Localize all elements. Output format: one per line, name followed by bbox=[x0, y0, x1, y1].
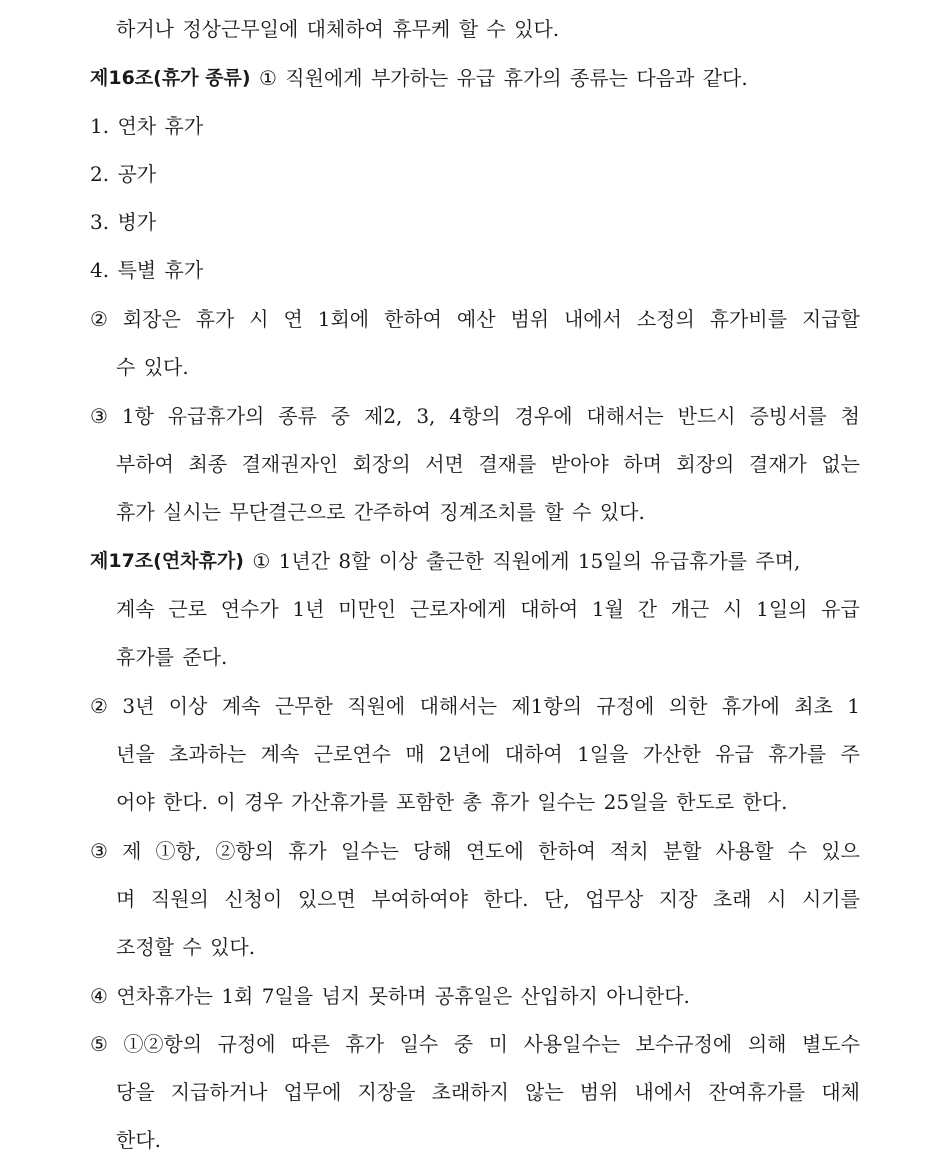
word: 한다. bbox=[742, 790, 788, 814]
word: 1항 bbox=[121, 404, 154, 428]
word: ② bbox=[90, 694, 108, 718]
word: 휴가 bbox=[195, 307, 235, 331]
word: 휴가 bbox=[345, 1032, 385, 1056]
text-line-9 bbox=[90, 399, 860, 433]
text-line-7 bbox=[90, 302, 860, 336]
word: 범위 bbox=[579, 1080, 619, 1104]
word: 한하여 bbox=[384, 307, 442, 331]
word: 일수는 bbox=[537, 790, 596, 814]
word: 대체 bbox=[821, 1080, 860, 1104]
text-line-2 bbox=[90, 61, 860, 95]
text-line-19 bbox=[116, 882, 860, 916]
word: 경우에 bbox=[514, 404, 573, 428]
text-line-10 bbox=[116, 447, 860, 481]
word: 8할 bbox=[338, 549, 371, 573]
word: 종류는 bbox=[570, 66, 628, 90]
word: 조정할 bbox=[116, 935, 174, 959]
text-line-18 bbox=[90, 834, 860, 868]
word: 주 bbox=[840, 742, 860, 766]
word: 회장은 bbox=[122, 307, 181, 331]
word: 미만인 bbox=[338, 597, 397, 621]
word: 수 bbox=[182, 935, 202, 959]
word: 휴가 bbox=[288, 839, 327, 863]
word: 3년 bbox=[122, 694, 155, 718]
word: 받아야 bbox=[550, 452, 609, 476]
word: 한다. bbox=[483, 887, 529, 911]
word: 대해서는 bbox=[586, 404, 664, 428]
word: 대해서는 bbox=[419, 694, 497, 718]
word: 서면 bbox=[425, 452, 464, 476]
word: 부하여 bbox=[116, 452, 174, 476]
word: 지장을 bbox=[357, 1080, 416, 1104]
text-line-17 bbox=[116, 785, 860, 819]
word: 한도로 bbox=[676, 790, 735, 814]
word: 지급하거나 bbox=[170, 1080, 268, 1104]
word: 연차 bbox=[117, 114, 157, 138]
text-line-24 bbox=[116, 1123, 860, 1157]
word: 1회에 bbox=[317, 307, 370, 331]
word: 일수는 bbox=[340, 839, 399, 863]
word: 경우 bbox=[244, 790, 283, 814]
word: 수 bbox=[486, 17, 506, 41]
text-line-13 bbox=[116, 592, 860, 626]
word: 개근 bbox=[670, 597, 710, 621]
text-line-16 bbox=[116, 737, 860, 771]
word: 신청이 bbox=[224, 887, 283, 911]
word: 소정의 bbox=[636, 307, 695, 331]
word: ① bbox=[252, 549, 271, 573]
word: 한하여 bbox=[537, 839, 596, 863]
word: 휴가를 bbox=[116, 645, 174, 669]
word: 년을 bbox=[116, 742, 155, 766]
word: 수 bbox=[787, 839, 808, 863]
word: 있다. bbox=[599, 500, 645, 524]
word: 적치 bbox=[610, 839, 649, 863]
word: 초과하는 bbox=[169, 742, 247, 766]
word: 근무한 bbox=[274, 694, 333, 718]
word: 같다. bbox=[702, 66, 748, 90]
article-heading: 제17조(연차휴가) bbox=[90, 550, 244, 572]
text-line-14 bbox=[116, 640, 860, 674]
word: 유급휴가를 bbox=[650, 549, 748, 573]
word: 출근한 bbox=[425, 549, 484, 573]
word: 초래 bbox=[712, 887, 752, 911]
word: 한다. bbox=[116, 1128, 161, 1152]
word: 1년간 bbox=[278, 549, 331, 573]
word: ⑤ bbox=[90, 1032, 108, 1056]
word: 회장의 bbox=[676, 452, 735, 476]
word: 있다. bbox=[210, 935, 256, 959]
word: 계속 bbox=[116, 597, 155, 621]
word: 할 bbox=[458, 17, 479, 41]
word: 병가 bbox=[117, 210, 157, 234]
word: ① bbox=[258, 66, 277, 90]
word: 계속 bbox=[221, 694, 261, 718]
word: 징계조치를 bbox=[439, 500, 536, 524]
word: 넘지 bbox=[321, 984, 361, 1008]
word: 지급할 bbox=[801, 307, 860, 331]
word: 당을 bbox=[116, 1080, 155, 1104]
word: 산입하지 bbox=[520, 984, 598, 1008]
word: 있다. bbox=[514, 17, 560, 41]
word: 1년 bbox=[292, 597, 325, 621]
word: 대하여 bbox=[504, 742, 563, 766]
text-line-1 bbox=[116, 12, 860, 46]
word: 부여하여야 bbox=[371, 887, 468, 911]
word: 25일을 bbox=[603, 790, 668, 814]
word: 2. bbox=[90, 162, 110, 186]
word: 의한 bbox=[668, 694, 708, 718]
word: 이상 bbox=[168, 694, 208, 718]
word: 업무상 bbox=[585, 887, 644, 911]
word: 없는 bbox=[821, 452, 860, 476]
text-line-3 bbox=[90, 109, 860, 143]
word: 휴무케 bbox=[392, 17, 451, 41]
text-line-8 bbox=[116, 350, 860, 384]
word: 주며, bbox=[755, 549, 801, 573]
word: 연 bbox=[283, 307, 303, 331]
word: 3. bbox=[90, 210, 110, 234]
word: ④ bbox=[90, 984, 108, 1008]
word: 휴가 bbox=[116, 500, 155, 524]
word: 3, bbox=[416, 404, 436, 428]
word: 않는 bbox=[525, 1080, 564, 1104]
word: 유급 bbox=[715, 742, 754, 766]
word: 사용할 bbox=[715, 839, 774, 863]
word: 15일의 bbox=[577, 549, 643, 573]
word: 지장 bbox=[658, 887, 698, 911]
word: 휴가를 bbox=[768, 742, 827, 766]
word: 내에서 bbox=[563, 307, 622, 331]
word: 1월 bbox=[591, 597, 624, 621]
word: 계속 bbox=[260, 742, 300, 766]
word: ①②항의 bbox=[123, 1032, 203, 1056]
word: 최초 bbox=[794, 694, 833, 718]
text-line-20 bbox=[116, 930, 860, 964]
word: 보수규정에 bbox=[635, 1032, 733, 1056]
word: 1회 bbox=[221, 984, 254, 1008]
word: 2년에 bbox=[439, 742, 491, 766]
word: 제1항의 bbox=[511, 694, 583, 718]
word: 단, bbox=[544, 887, 570, 911]
text-line-23 bbox=[116, 1075, 860, 1109]
word: 7일을 bbox=[261, 984, 314, 1008]
word: 유급 bbox=[456, 66, 496, 90]
word: 할 bbox=[544, 500, 564, 524]
word: 이상 bbox=[378, 549, 418, 573]
text-line-11 bbox=[116, 495, 860, 529]
word: 이 bbox=[216, 790, 236, 814]
word: 결재권자인 bbox=[241, 452, 339, 476]
word: 연차휴가는 bbox=[116, 984, 213, 1008]
word: 회장의 bbox=[352, 452, 411, 476]
word: 부가하는 bbox=[370, 66, 449, 90]
word: ①항, bbox=[155, 839, 202, 863]
text-line-22 bbox=[90, 1027, 860, 1061]
word: ②항의 bbox=[215, 839, 275, 863]
word: 연도에 bbox=[465, 839, 524, 863]
word: 사용일수는 bbox=[523, 1032, 621, 1056]
word: 근로연수 bbox=[313, 742, 391, 766]
word: 못하며 bbox=[368, 984, 427, 1008]
word: 하며 bbox=[623, 452, 662, 476]
word: 근로자에게 bbox=[409, 597, 507, 621]
word: 휴가의 bbox=[503, 66, 562, 90]
word: 초래하지 bbox=[431, 1080, 509, 1104]
article-heading: 제16조(휴가 종류) bbox=[90, 67, 251, 89]
word: 며 bbox=[116, 887, 136, 911]
word: 한다. bbox=[163, 790, 209, 814]
word: 시기를 bbox=[801, 887, 860, 911]
word: 별도수 bbox=[802, 1032, 860, 1056]
word: 시 bbox=[723, 597, 743, 621]
word: 종류 bbox=[278, 404, 317, 428]
word: 어야 bbox=[116, 790, 155, 814]
word: 있으면 bbox=[297, 887, 356, 911]
word: 1일을 bbox=[577, 742, 629, 766]
word: ② bbox=[90, 307, 108, 331]
word: 휴가 bbox=[164, 258, 204, 282]
word: 시 bbox=[249, 307, 269, 331]
word: 최종 bbox=[188, 452, 228, 476]
word: 결재가 bbox=[748, 452, 807, 476]
word: 휴가 bbox=[490, 790, 529, 814]
word: 휴가비를 bbox=[709, 307, 788, 331]
word: 간 bbox=[637, 597, 657, 621]
word: 총 bbox=[462, 790, 482, 814]
word: 시 bbox=[767, 887, 787, 911]
word: 매 bbox=[405, 742, 425, 766]
word: 수 bbox=[572, 500, 592, 524]
word: 간주하여 bbox=[353, 500, 431, 524]
word: 당해 bbox=[413, 839, 452, 863]
word: 가산휴가를 bbox=[291, 790, 388, 814]
word: 제 bbox=[122, 839, 142, 863]
word: 무단결근으로 bbox=[229, 500, 346, 524]
word: 업무에 bbox=[283, 1080, 342, 1104]
word: 직원의 bbox=[150, 887, 209, 911]
word: 규정에 bbox=[217, 1032, 276, 1056]
word: 규정에 bbox=[596, 694, 655, 718]
word: 분할 bbox=[662, 839, 702, 863]
word: 4항의 bbox=[449, 404, 501, 428]
word: 제2, bbox=[364, 404, 403, 428]
word: 수 bbox=[116, 355, 136, 379]
word: 휴가 bbox=[164, 114, 204, 138]
word: 일수 bbox=[399, 1032, 439, 1056]
text-line-4 bbox=[90, 157, 860, 191]
word: 유급휴가의 bbox=[167, 404, 265, 428]
word: 중 bbox=[453, 1032, 474, 1056]
word: 1일의 bbox=[756, 597, 808, 621]
word: 대체하여 bbox=[306, 17, 384, 41]
word: 아니한다. bbox=[606, 984, 690, 1008]
text-line-5 bbox=[90, 205, 860, 239]
text-line-6 bbox=[90, 253, 860, 287]
word: 하거나 bbox=[116, 17, 174, 41]
word: 공가 bbox=[117, 162, 157, 186]
word: 예산 bbox=[456, 307, 496, 331]
word: 실시는 bbox=[163, 500, 221, 524]
text-line-15 bbox=[90, 689, 860, 723]
word: 있다. bbox=[143, 355, 189, 379]
word: 증빙서를 bbox=[749, 404, 827, 428]
word: 대하여 bbox=[520, 597, 579, 621]
word: 직원에게 bbox=[492, 549, 570, 573]
word: 미 bbox=[488, 1032, 508, 1056]
word: 잔여휴가를 bbox=[708, 1080, 806, 1104]
word: 연수가 bbox=[220, 597, 279, 621]
word: 포함한 bbox=[396, 790, 455, 814]
word: 가산한 bbox=[642, 742, 701, 766]
word: 결재를 bbox=[478, 452, 537, 476]
word: 따른 bbox=[291, 1032, 330, 1056]
word: 4. bbox=[90, 258, 110, 282]
text-line-12 bbox=[90, 544, 860, 578]
word: ③ bbox=[90, 404, 108, 428]
word: 유급 bbox=[821, 597, 860, 621]
word: 중 bbox=[330, 404, 351, 428]
word: 정상근무일에 bbox=[182, 17, 299, 41]
word: 있으 bbox=[821, 839, 860, 863]
word: 의해 bbox=[747, 1032, 787, 1056]
word: 근로 bbox=[168, 597, 207, 621]
word: 직원에게 bbox=[285, 66, 363, 90]
word: 휴가에 bbox=[721, 694, 780, 718]
word: 첨 bbox=[840, 404, 860, 428]
word: 범위 bbox=[510, 307, 550, 331]
word: 직원에 bbox=[347, 694, 406, 718]
word: 다음과 bbox=[636, 66, 695, 90]
word: 1. bbox=[90, 114, 110, 138]
word: 공휴일은 bbox=[434, 984, 513, 1008]
word: 내에서 bbox=[634, 1080, 693, 1104]
word: 반드시 bbox=[677, 404, 736, 428]
word: 1 bbox=[847, 694, 860, 718]
word: 준다. bbox=[182, 645, 228, 669]
word: ③ bbox=[90, 839, 108, 863]
word: 특별 bbox=[117, 258, 157, 282]
text-line-21 bbox=[90, 979, 860, 1013]
